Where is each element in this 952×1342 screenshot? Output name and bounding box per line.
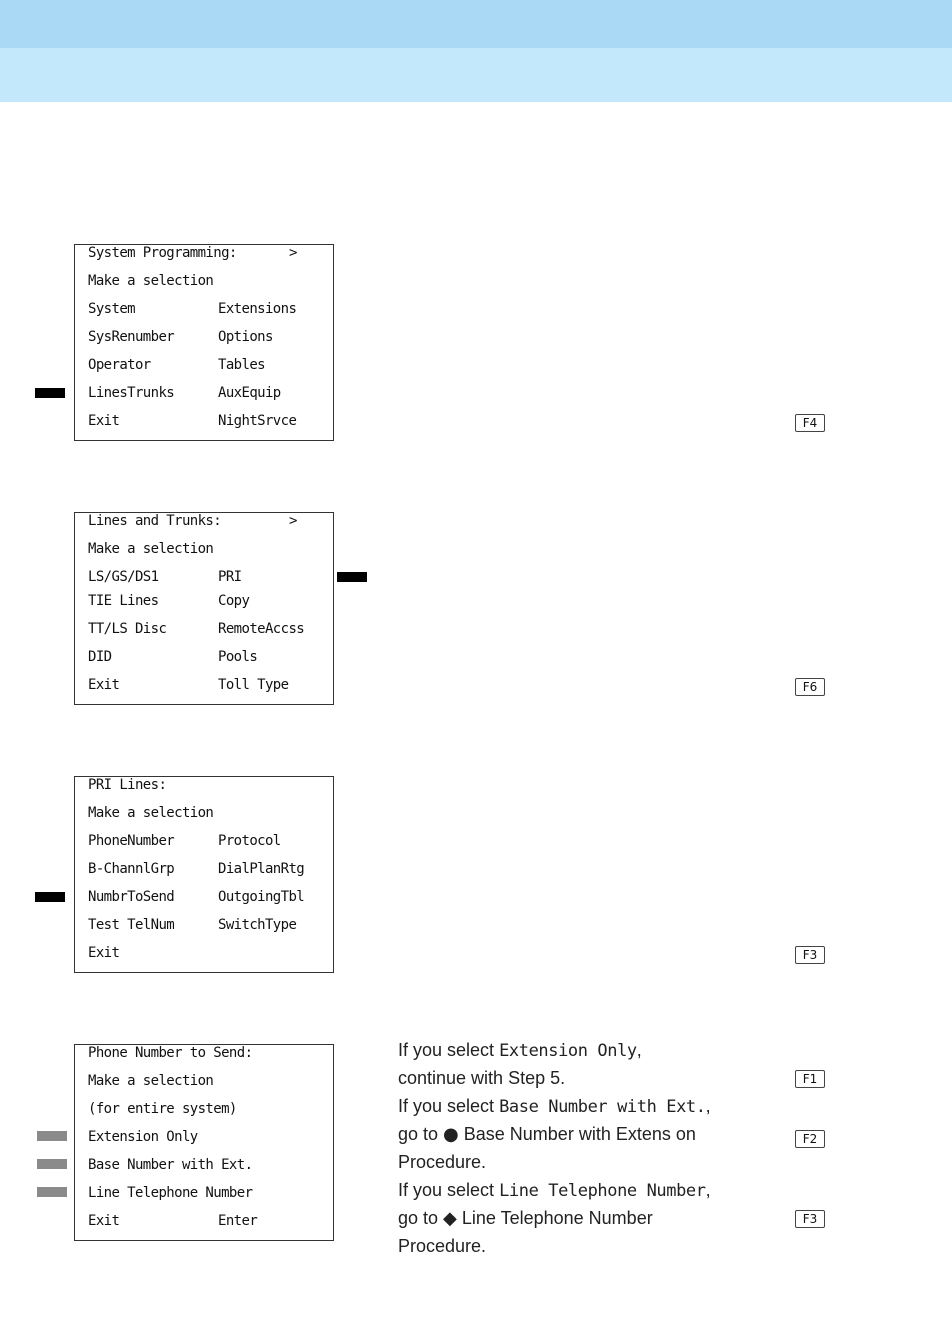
menu-item-copy[interactable]: Copy xyxy=(218,593,250,609)
display-screen-system-programming xyxy=(74,244,334,441)
instruction-text: , xyxy=(705,1180,711,1200)
menu-item-operator[interactable]: Operator xyxy=(88,357,151,373)
menu-item-remoteaccss[interactable]: RemoteAccss xyxy=(218,621,305,637)
instruction-option-2-goto xyxy=(398,1124,696,1145)
selection-pointer-pri xyxy=(337,572,367,582)
circle-bullet-icon: ● xyxy=(443,1124,459,1145)
screen-title: Phone Number to Send: xyxy=(88,1045,253,1061)
menu-item-sysrenumber[interactable]: SysRenumber xyxy=(88,329,175,345)
menu-item-protocol[interactable]: Protocol xyxy=(218,833,281,849)
fkey-f3[interactable]: F3 xyxy=(795,1210,825,1228)
menu-item-base-number-with-ext[interactable]: Base Number with Ext. xyxy=(88,1157,253,1173)
menu-item-auxequip[interactable]: AuxEquip xyxy=(218,385,281,401)
fkey-f2[interactable]: F2 xyxy=(795,1130,825,1148)
menu-item-system[interactable]: System xyxy=(88,301,135,317)
fkey-f3[interactable]: F3 xyxy=(795,946,825,964)
option-code-line-telephone: Line Telephone Number xyxy=(499,1181,706,1201)
menu-item-exit[interactable]: Exit xyxy=(88,677,120,693)
menu-item-tables[interactable]: Tables xyxy=(218,357,265,373)
menu-item-ls-gs-ds1[interactable]: LS/GS/DS1 xyxy=(88,569,159,585)
menu-item-pools[interactable]: Pools xyxy=(218,649,258,665)
more-arrow: > xyxy=(289,513,297,529)
menu-item-switchtype[interactable]: SwitchType xyxy=(218,917,297,933)
option-code-extension-only: Extension Only xyxy=(499,1041,637,1061)
instruction-option-3-goto xyxy=(398,1208,653,1229)
procedure-link-base-number[interactable]: Base Number with Extens on xyxy=(458,1124,696,1144)
option-pointer-base-number xyxy=(37,1159,67,1169)
menu-item-exit[interactable]: Exit xyxy=(88,413,120,429)
menu-item-exit[interactable]: Exit xyxy=(88,945,120,961)
screen-prompt: Make a selection xyxy=(88,273,214,289)
menu-item-toll-type[interactable]: Toll Type xyxy=(218,677,289,693)
fkey-f1[interactable]: F1 xyxy=(795,1070,825,1088)
option-pointer-extension-only xyxy=(37,1131,67,1141)
menu-item-exit[interactable]: Exit xyxy=(88,1213,120,1229)
instruction-option-1-next: continue with Step 5. xyxy=(398,1068,566,1088)
header-band-top xyxy=(0,0,952,48)
menu-item-phonenumber[interactable]: PhoneNumber xyxy=(88,833,175,849)
screen-title: System Programming: xyxy=(88,245,237,261)
screen-subprompt: (for entire system) xyxy=(88,1101,237,1117)
menu-item-numbrtosend[interactable]: NumbrToSend xyxy=(88,889,175,905)
menu-item-extensions[interactable]: Extensions xyxy=(218,301,297,317)
option-code-base-number: Base Number with Ext. xyxy=(499,1097,706,1117)
menu-item-line-telephone-number[interactable]: Line Telephone Number xyxy=(88,1185,253,1201)
menu-item-linestrunks[interactable]: LinesTrunks xyxy=(88,385,175,401)
option-pointer-line-telephone xyxy=(37,1187,67,1197)
diamond-bullet-icon: ◆ xyxy=(443,1208,457,1229)
fkey-f6[interactable]: F6 xyxy=(795,678,825,696)
selection-pointer-linestrunks xyxy=(35,388,65,398)
instruction-option-3 xyxy=(398,1180,711,1201)
instruction-option-2-procedure: Procedure. xyxy=(398,1152,487,1172)
menu-item-options[interactable]: Options xyxy=(218,329,273,345)
fkey-f4[interactable]: F4 xyxy=(795,414,825,432)
menu-item-b-channlgrp[interactable]: B-ChannlGrp xyxy=(88,861,175,877)
header-band-bottom xyxy=(0,48,952,102)
instruction-option-3-procedure: Procedure. xyxy=(398,1236,487,1256)
instruction-text: If you select xyxy=(398,1040,500,1060)
instruction-text: go to xyxy=(398,1124,444,1144)
menu-item-outgoingtbl[interactable]: OutgoingTbl xyxy=(218,889,305,905)
display-screen-phone-number-to-send xyxy=(74,1044,334,1241)
menu-item-tt-ls-disc[interactable]: TT/LS Disc xyxy=(88,621,167,637)
instruction-text: go to xyxy=(398,1208,444,1228)
screen-prompt: Make a selection xyxy=(88,805,214,821)
menu-item-did[interactable]: DID xyxy=(88,649,112,665)
display-screen-pri-lines xyxy=(74,776,334,973)
instruction-text: , xyxy=(636,1040,642,1060)
menu-item-dialplanrtg[interactable]: DialPlanRtg xyxy=(218,861,305,877)
screen-title: Lines and Trunks: xyxy=(88,513,222,529)
menu-item-nightsrvce[interactable]: NightSrvce xyxy=(218,413,297,429)
instruction-option-1 xyxy=(398,1040,642,1061)
menu-item-pri[interactable]: PRI xyxy=(218,569,242,585)
instruction-text: If you select xyxy=(398,1180,500,1200)
screen-title: PRI Lines: xyxy=(88,777,167,793)
menu-item-enter[interactable]: Enter xyxy=(218,1213,258,1229)
menu-item-tie-lines[interactable]: TIE Lines xyxy=(88,593,159,609)
menu-item-test-telnum[interactable]: Test TelNum xyxy=(88,917,175,933)
selection-pointer-numbrtosend xyxy=(35,892,65,902)
instruction-option-2 xyxy=(398,1096,711,1117)
screen-prompt: Make a selection xyxy=(88,1073,214,1089)
screen-prompt: Make a selection xyxy=(88,541,214,557)
more-arrow: > xyxy=(289,245,297,261)
instruction-text: , xyxy=(705,1096,711,1116)
instruction-text: If you select xyxy=(398,1096,500,1116)
menu-item-extension-only[interactable]: Extension Only xyxy=(88,1129,198,1145)
procedure-link-line-telephone[interactable]: Line Telephone Number xyxy=(456,1208,653,1228)
display-screen-lines-and-trunks xyxy=(74,512,334,705)
